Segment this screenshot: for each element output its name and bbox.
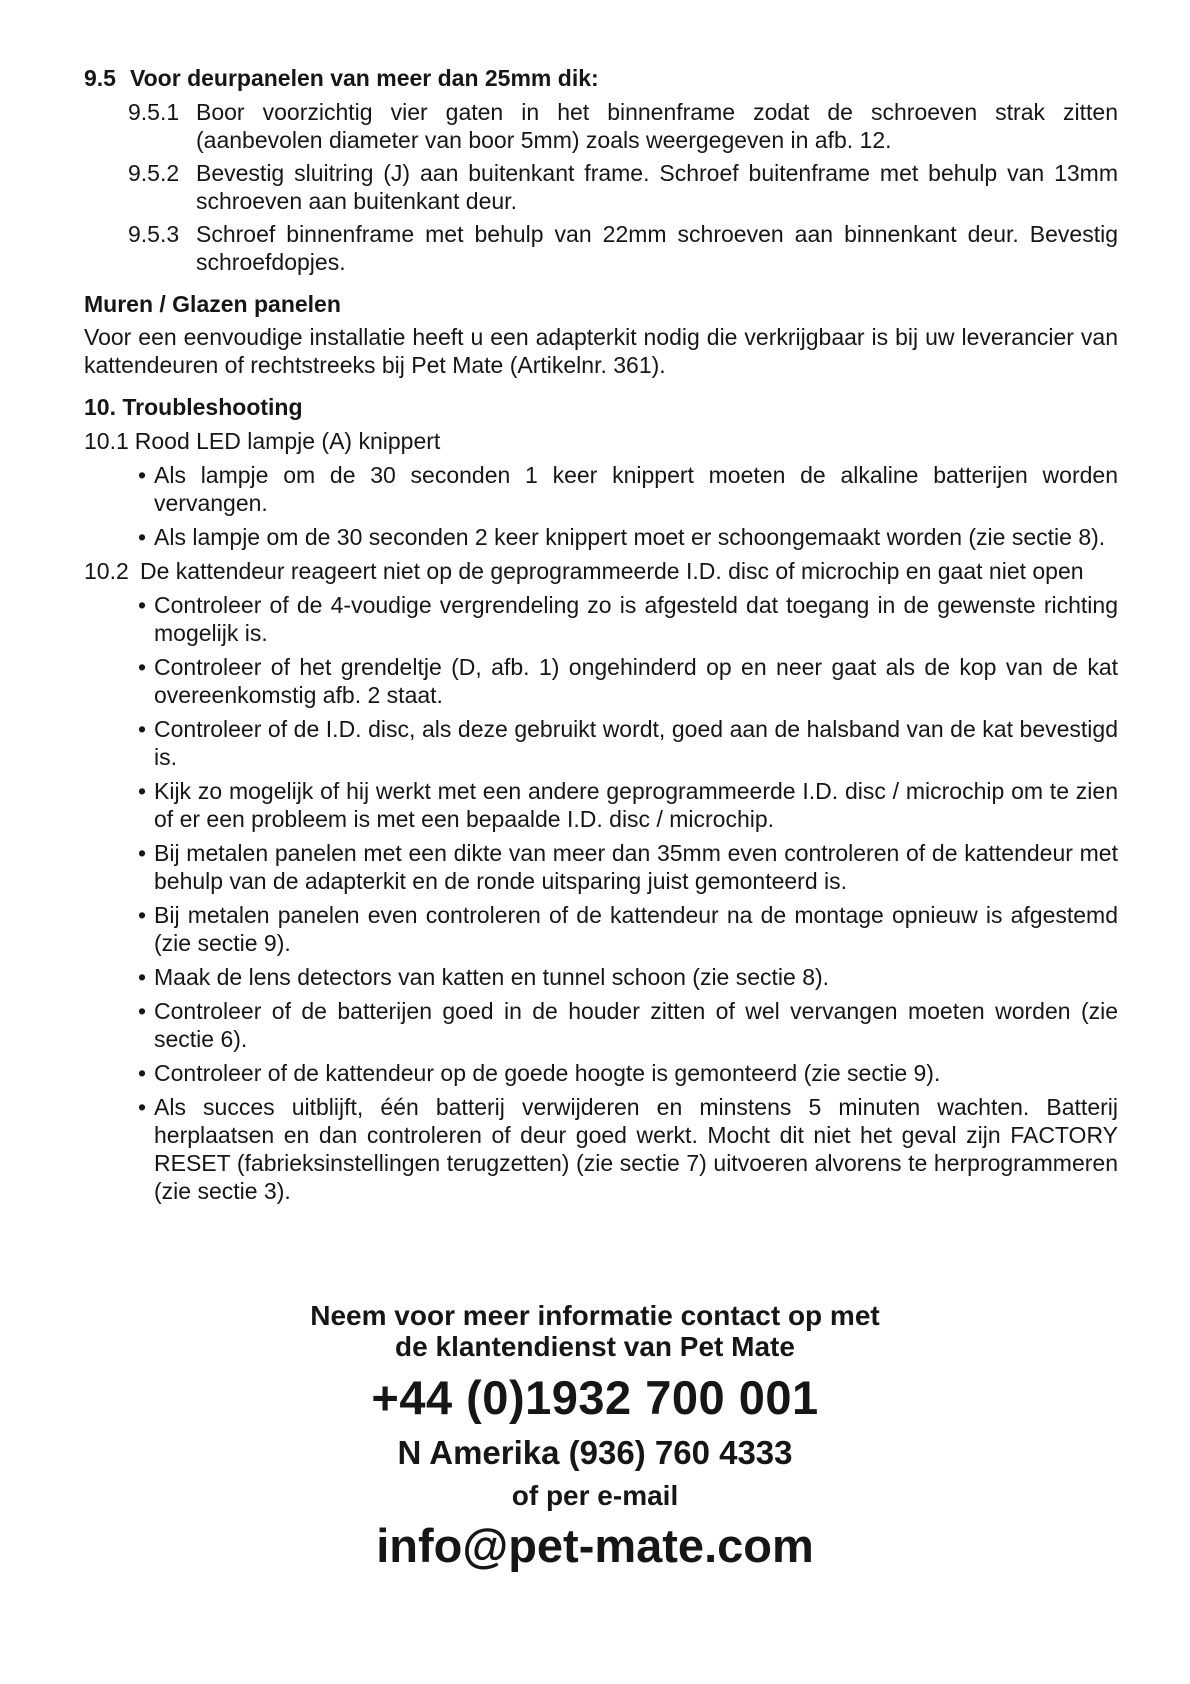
bullet-icon: •: [138, 1060, 147, 1086]
step-text: Bevestig sluitring (J) aan buitenkant frame. Schroef buitenframe met behulp van 13mm schroeven aan buitenkant deur.: [196, 160, 1118, 214]
contact-line-1: Neem voor meer informatie contact op met: [310, 1300, 880, 1331]
bullet-text: Als succes uitblijft, één batterij verwijderen en minstens 5 minuten wachten. Batterij herplaatsen en dan controleren of deur goed werkt. Mocht dit niet het geval zijn FACTORY RESET (fabrieksinstellingen terugzetten) (zie sectie 7) uitvoeren alvorens te herprogrammeren (zie sectie 3).: [154, 1094, 1118, 1204]
list-item: [138, 715, 1118, 771]
document-body: [84, 64, 1118, 1205]
list-item: [138, 1093, 1118, 1205]
list-item: [138, 523, 1118, 551]
bullet-icon: •: [138, 592, 147, 618]
section-number: 9.5: [84, 65, 116, 91]
bullet-text: Controleer of de batterijen goed in de houder zitten of wel vervangen moeten worden (zie sectie 6).: [154, 998, 1118, 1052]
contact-email: info@pet-mate.com: [376, 1519, 814, 1572]
bullet-text: Maak de lens detectors van katten en tunnel schoon (zie sectie 8).: [154, 964, 830, 990]
bullet-text: Bij metalen panelen met een dikte van meer dan 35mm even controleren of de kattendeur met behulp van de adapterkit en de ronde uitsparing juist gemonteerd is.: [154, 840, 1118, 894]
step-9-5-1: [128, 98, 1118, 154]
contact-or-email-label: of per e-mail: [511, 1480, 679, 1511]
section-title: Voor deurpanelen van meer dan 25mm dik:: [130, 65, 599, 91]
bullet-icon: •: [138, 1094, 147, 1120]
step-9-5-2: [128, 159, 1118, 215]
list-item: [138, 901, 1118, 957]
contact-block: [0, 1300, 1190, 1574]
bullet-text: Controleer of de 4-voudige vergrendeling zo is afgesteld dat toegang in de gewenste richting mogelijk is.: [154, 592, 1118, 646]
contact-phone: +44 (0)1932 700 001: [371, 1371, 819, 1424]
step-number: 9.5.3: [128, 221, 180, 247]
item-text: De kattendeur reageert niet op de geprogrammeerde I.D. disc of microchip en gaat niet open: [140, 558, 1084, 584]
bullet-icon: •: [138, 524, 147, 550]
list-item: [138, 839, 1118, 895]
step-number: 9.5.1: [128, 99, 180, 125]
item-text: Rood LED lampje (A) knippert: [134, 428, 441, 454]
step-number: 9.5.2: [128, 160, 180, 186]
contact-line-2: de klantendienst van Pet Mate: [395, 1331, 795, 1362]
item-number: 10.2: [84, 558, 129, 584]
list-item: [138, 461, 1118, 517]
step-text: Boor voorzichtig vier gaten in het binnenframe zodat de schroeven strak zitten (aanbevolen diameter van boor 5mm) zoals weergegeven in afb. 12.: [196, 99, 1118, 153]
bullet-icon: •: [138, 840, 147, 866]
bullet-text: Controleer of het grendeltje (D, afb. 1) ongehinderd op en neer gaat als de kop van de kat overeenkomstig afb. 2 staat.: [154, 654, 1118, 708]
section-9-5-heading: [84, 64, 1118, 93]
step-9-5-3: [128, 220, 1118, 276]
bullet-text: Controleer of de kattendeur op de goede hoogte is gemonteerd (zie sectie 9).: [154, 1060, 941, 1086]
bullet-text: Kijk zo mogelijk of hij werkt met een andere geprogrammeerde I.D. disc / microchip om te zien of er een probleem is met een bepaalde I.D. disc / microchip.: [154, 778, 1118, 832]
item-10-1: [84, 427, 1118, 455]
bullet-icon: •: [138, 716, 147, 742]
bullet-text: Controleer of de I.D. disc, als deze gebruikt wordt, goed aan de halsband van de kat bevestigd is.: [154, 716, 1118, 770]
bullet-text: Als lampje om de 30 seconden 1 keer knippert moeten de alkaline batterijen worden vervangen.: [154, 462, 1118, 516]
bullet-text: Als lampje om de 30 seconden 2 keer knippert moet er schoongemaakt worden (zie sectie 8).: [154, 524, 1106, 550]
item-10-1-bullets: [138, 461, 1118, 551]
bullet-icon: •: [138, 998, 147, 1024]
walls-heading: Muren / Glazen panelen: [84, 291, 341, 317]
bullet-icon: •: [138, 654, 147, 680]
bullet-icon: •: [138, 902, 147, 928]
list-item: [138, 1059, 1118, 1087]
contact-north-america-phone: N Amerika (936) 760 4333: [397, 1434, 793, 1471]
list-item: [138, 997, 1118, 1053]
troubleshooting-heading: 10. Troubleshooting: [84, 394, 303, 420]
bullet-text: Bij metalen panelen even controleren of de kattendeur na de montage opnieuw is afgestemd (zie sectie 9).: [154, 902, 1118, 956]
item-10-2: [84, 557, 1118, 585]
bullet-icon: •: [138, 778, 147, 804]
step-text: Schroef binnenframe met behulp van 22mm schroeven aan binnenkant deur. Bevestig schroefdopjes.: [196, 221, 1118, 275]
bullet-icon: •: [138, 462, 147, 488]
list-item: [138, 963, 1118, 991]
bullet-icon: •: [138, 964, 147, 990]
list-item: [138, 591, 1118, 647]
list-item: [138, 653, 1118, 709]
item-10-2-bullets: [138, 591, 1118, 1205]
walls-paragraph: Voor een eenvoudige installatie heeft u een adapterkit nodig die verkrijgbaar is bij uw leverancier van kattendeuren of rechtstreeks bij Pet Mate (Artikelnr. 361).: [84, 324, 1118, 378]
list-item: [138, 777, 1118, 833]
item-number: 10.1: [84, 428, 129, 454]
